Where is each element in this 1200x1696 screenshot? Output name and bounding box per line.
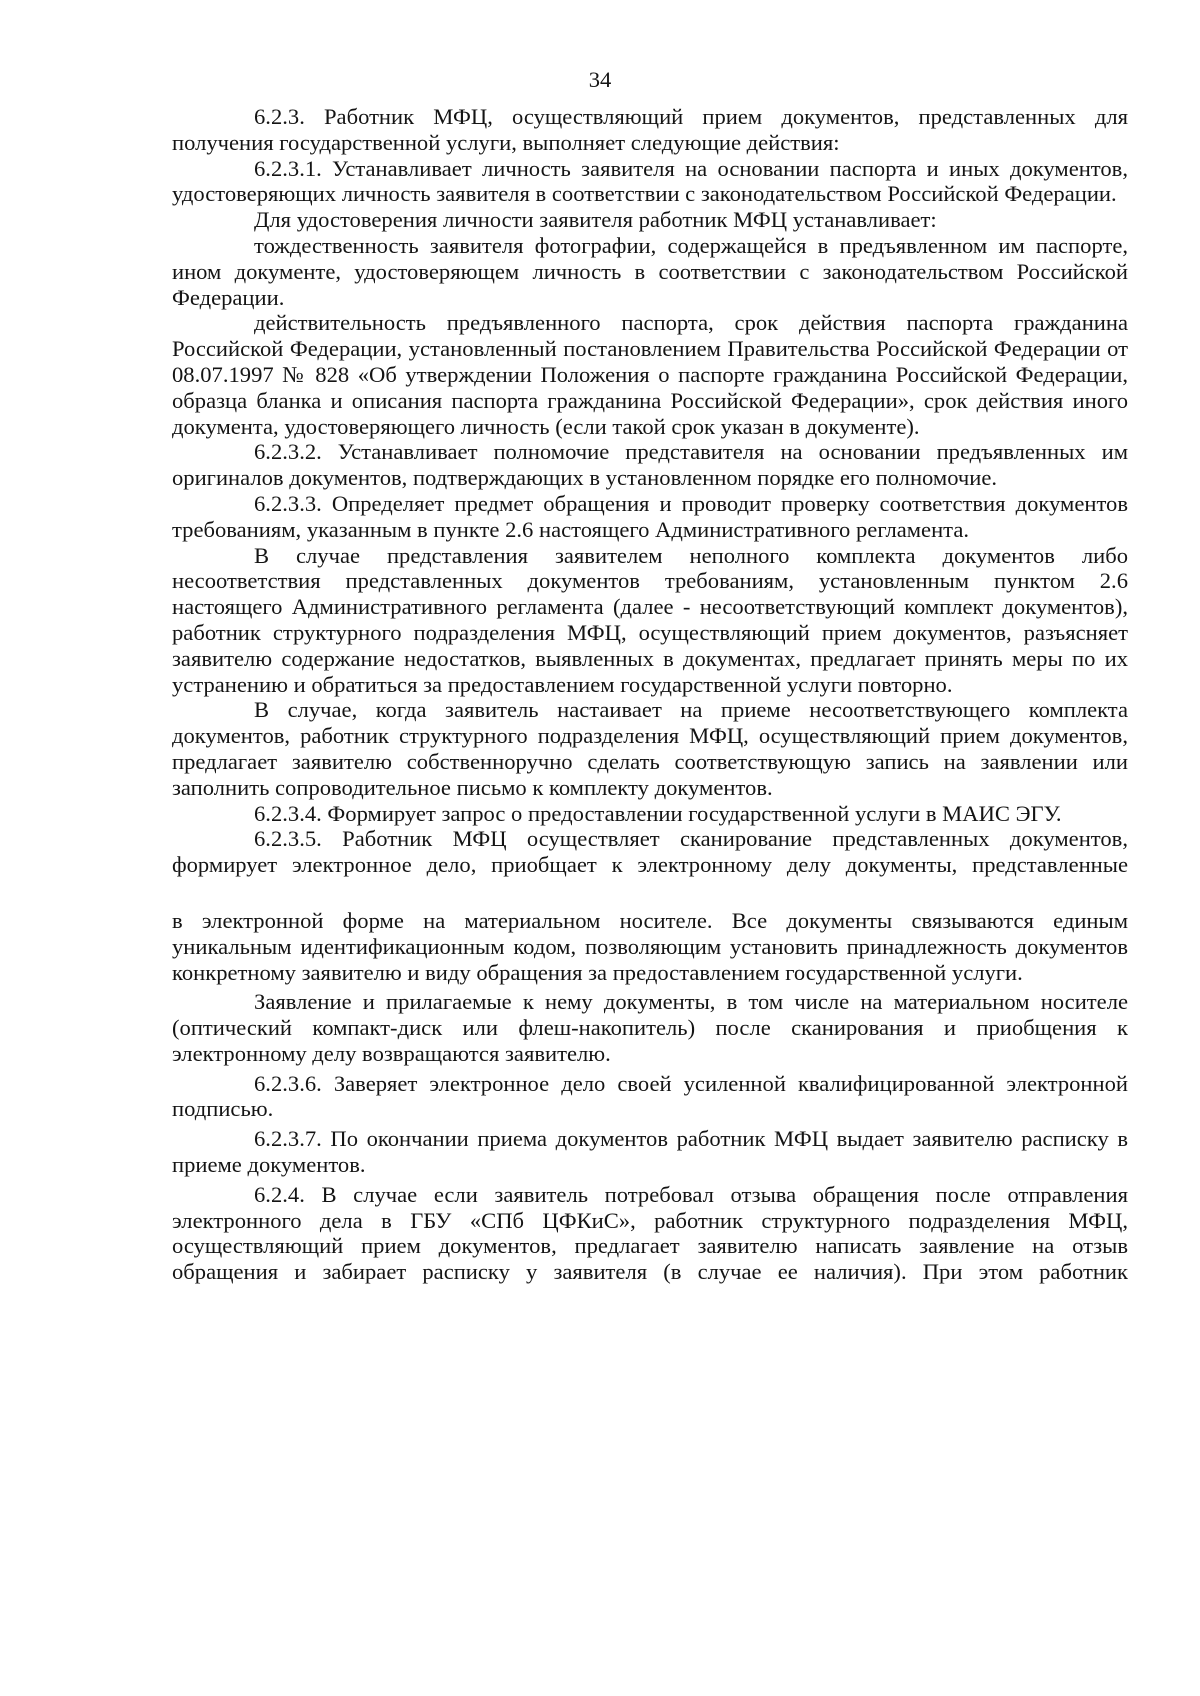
paragraph-6-2-4: 6.2.4. В случае если заявитель потребовал отзыва обращения после отправления электронного дела в ГБУ «СПб ЦФКиС», работник структурного подразделения МФЦ, осуществляющий прием документов, предлагает заявителю написать заявление на отзыв обращения и забирает расписку у заявителя (в случае ее наличия). При этом работник [172,1181,1128,1285]
paragraph-documents-returned: Заявление и прилагаемые к нему документы, в том числе на материальном носителе (оптический компакт-диск или флеш-накопитель) после сканирования и приобщения к электронному делу возвращаются заявителю. [172,989,1128,1066]
paragraph-incomplete-documents: В случае представления заявителем неполного комплекта документов либо несоответствия представленных документов требованиям, установленным пунктом 2.6 настоящего Административного регламента (далее - несоответствующий комплект документов), работник структурного подразделения МФЦ, осуществляющий прием документов, разъясняет заявителю содержание недостатков, выявленных в документах, предлагает принять меры по их устранению и обратиться за предоставлением государственной услуги повторно. [172,542,1128,697]
paragraph-passport-validity: действительность предъявленного паспорта, срок действия паспорта гражданина Российской Федерации, установленный постановлением Правительства Российской Федерации от 08.07.1997 № 828 «Об утверждении Положения о паспорте гражданина Российской Федерации, образца бланка и описания паспорта гражданина Российской Федерации», срок действия иного документа, удостоверяющего личность (если такой срок указан в документе). [172,310,1128,439]
paragraph-6-2-3-2: 6.2.3.2. Устанавливает полномочие представителя на основании предъявленных им оригиналов документов, подтверждающих в установленном порядке его полномочие. [172,439,1128,491]
document-body [172,104,1128,1285]
paragraph-identity-photo-match: тождественность заявителя фотографии, содержащейся в предъявленном им паспорте, ином документе, удостоверяющем личность в соответствии с законодательством Российской Федерации. [172,232,1128,310]
page-number: 34 [588,67,612,92]
paragraph-6-2-3-4: 6.2.3.4. Формирует запрос о предоставлении государственной услуги в МАИС ЭГУ. [254,800,1062,826]
paragraph-applicant-insists: В случае, когда заявитель настаивает на приеме несоответствующего комплекта документов, работник структурного подразделения МФЦ, осуществляющий прием документов, предлагает заявителю собственноручно сделать соответствующую запись на заявлении или заполнить сопроводительное письмо к комплекту документов. [172,697,1128,800]
paragraph-6-2-3-5: 6.2.3.5. Работник МФЦ осуществляет сканирование представленных документов, формирует электронное дело, приобщает к электронному делу документы, представленные [172,826,1128,878]
paragraph-6-2-3: 6.2.3. Работник МФЦ, осуществляющий прием документов, представленных для получения государственной услуги, выполняет следующие действия: [172,104,1128,155]
paragraph-6-2-3-5-continued: в электронной форме на материальном носителе. Все документы связываются единым уникальным идентификационным кодом, позволяющим установить принадлежность документов конкретному заявителю и виду обращения за предоставлением государственной услуги. [172,907,1128,985]
paragraph-6-2-3-3: 6.2.3.3. Определяет предмет обращения и проводит проверку соответствия документов требованиям, указанным в пункте 2.6 настоящего Административного регламента. [172,490,1128,542]
page-block-gap [172,878,1128,908]
page-block-lower [172,908,1128,1285]
paragraph-6-2-3-7: 6.2.3.7. По окончании приема документов работник МФЦ выдает заявителю расписку в приеме документов. [172,1126,1128,1178]
paragraph-identity-check-intro: Для удостоверения личности заявителя работник МФЦ устанавливает: [254,207,937,233]
paragraph-6-2-3-1: 6.2.3.1. Устанавливает личность заявителя на основании паспорта и иных документов, удостоверяющих личность заявителя в соответствии с законодательством Российской Федерации. [172,155,1128,207]
page-block-upper [172,104,1128,878]
paragraph-6-2-3-6: 6.2.3.6. Заверяет электронное дело своей усиленной квалифицированной электронной подписью. [172,1070,1128,1122]
